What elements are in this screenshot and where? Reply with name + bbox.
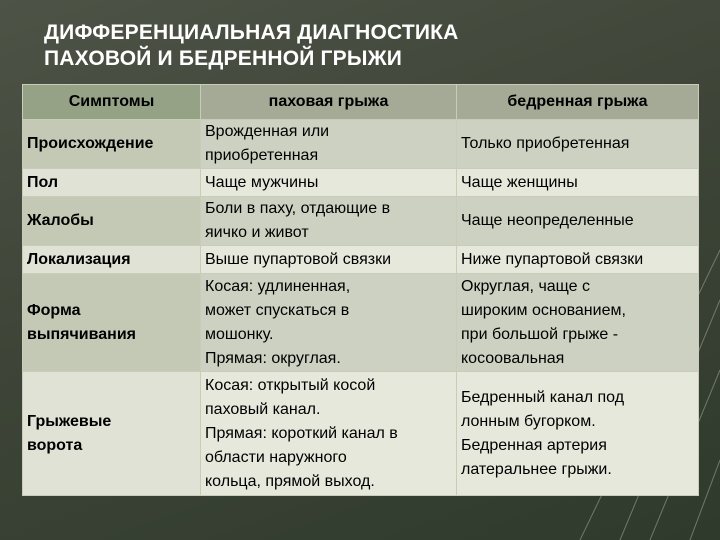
row-label-cell — [23, 274, 201, 372]
cell-text-line: области наружного — [205, 448, 347, 466]
inguinal-cell — [201, 169, 457, 197]
header-symptoms: Симптомы — [23, 85, 201, 120]
cell-text-line: лонным бугорком. — [461, 412, 596, 430]
cell-text-line: выпячивания — [27, 325, 136, 343]
table-row — [23, 274, 699, 372]
row-label-cell — [23, 246, 201, 274]
cell-text-line: приобретенная — [205, 147, 319, 164]
cell-text-line: косоовальная — [461, 349, 565, 367]
table-row — [23, 120, 699, 169]
cell-text-line: Происхождение — [27, 135, 154, 152]
cell-text-line: яичко и живот — [205, 224, 309, 241]
header-inguinal: паховая грыжа — [201, 85, 457, 120]
slide-title-line2: ПАХОВОЙ И БЕДРЕННОЙ ГРЫЖИ — [44, 47, 403, 70]
row-label-cell — [23, 372, 201, 496]
cell-text-line: Прямая: короткий канал в — [205, 424, 398, 442]
row-label-cell — [23, 197, 201, 246]
table-row — [23, 197, 699, 246]
femoral-cell — [457, 372, 699, 496]
cell-text-line: Ниже пупартовой связки — [461, 250, 644, 268]
cell-text-line: латеральнее грыжи. — [461, 460, 612, 478]
cell-text-line: Чаще мужчины — [205, 173, 319, 191]
cell-text-line: Локализация — [27, 250, 131, 268]
table-row — [23, 372, 699, 496]
cell-text-line: широким основанием, — [461, 301, 626, 319]
cell-text-line: Выше пупартовой связки — [205, 250, 392, 268]
cell-text-line: ворота — [27, 436, 83, 454]
cell-text-line: Бедренная артерия — [461, 436, 607, 454]
cell-text-line: Врожденная или — [205, 123, 330, 140]
femoral-cell — [457, 274, 699, 372]
row-label-cell — [23, 120, 201, 169]
inguinal-cell — [201, 246, 457, 274]
cell-text-line: Чаще неопределенные — [461, 212, 634, 229]
slide-title-line1: ДИФФЕРЕНЦИАЛЬНАЯ ДИАГНОСТИКА — [44, 21, 459, 44]
cell-text-line: может спускаться в — [205, 301, 350, 319]
table-row — [23, 169, 699, 197]
cell-text-line: Форма — [27, 301, 81, 319]
cell-text-line: Чаще женщины — [461, 173, 578, 191]
cell-text-line: Пол — [27, 173, 59, 191]
header-femoral: бедренная грыжа — [457, 85, 699, 120]
cell-text-line: паховый канал. — [205, 400, 321, 418]
cell-text-line: Прямая: округлая. — [205, 349, 341, 367]
femoral-cell — [457, 120, 699, 169]
slide-title — [44, 20, 684, 72]
femoral-cell — [457, 197, 699, 246]
inguinal-cell — [201, 274, 457, 372]
cell-text-line: Боли в паху, отдающие в — [205, 200, 391, 217]
cell-text-line: Округлая, чаще с — [461, 277, 590, 295]
row-label-cell — [23, 169, 201, 197]
cell-text-line: мошонку. — [205, 325, 274, 343]
cell-text-line: Жалобы — [27, 212, 94, 229]
inguinal-cell — [201, 120, 457, 169]
table-body — [23, 120, 699, 496]
cell-text-line: Бедренный канал под — [461, 388, 625, 406]
inguinal-cell — [201, 197, 457, 246]
cell-text-line: Косая: открытый косой — [205, 376, 376, 394]
cell-text-line: Косая: удлиненная, — [205, 277, 351, 295]
table-row — [23, 246, 699, 274]
cell-text-line: кольца, прямой выход. — [205, 472, 375, 490]
inguinal-cell — [201, 372, 457, 496]
femoral-cell — [457, 246, 699, 274]
cell-text-line: Только приобретенная — [461, 135, 630, 152]
cell-text-line: Грыжевые — [27, 412, 112, 430]
femoral-cell — [457, 169, 699, 197]
diagnosis-table — [22, 84, 699, 496]
cell-text-line: при большой грыже - — [461, 325, 619, 343]
